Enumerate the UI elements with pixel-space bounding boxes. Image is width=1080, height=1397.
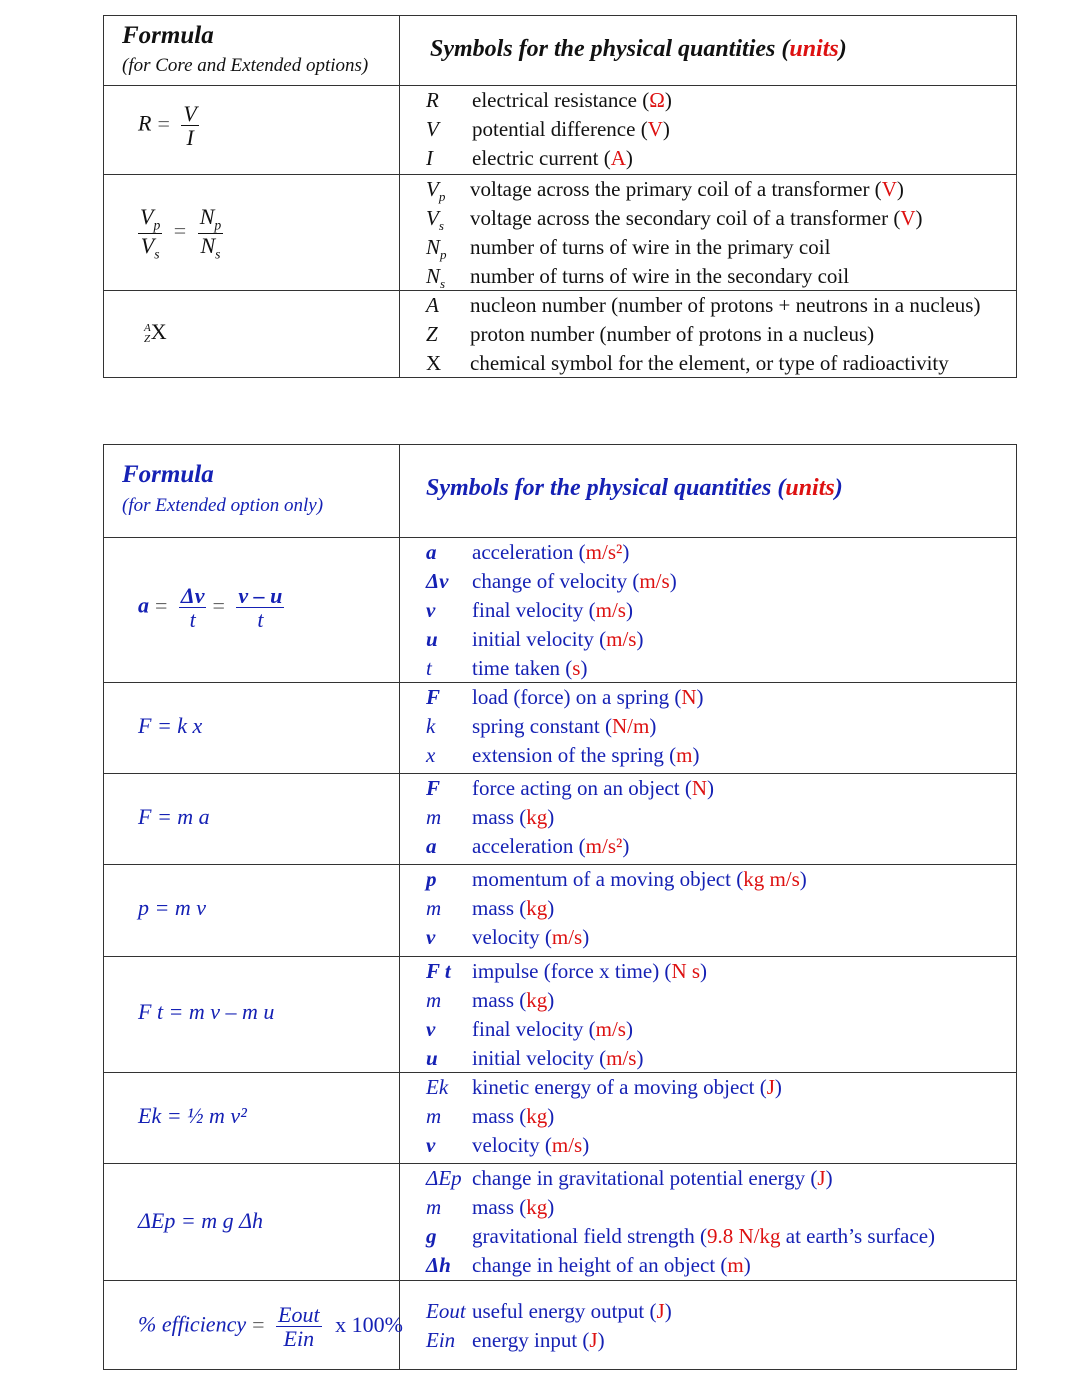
formula-cell — [104, 1164, 400, 1280]
list-item: u initial velocity (m/s) — [426, 1046, 644, 1070]
symbols-header-cell — [400, 445, 1016, 537]
symbols-cell — [400, 1281, 1016, 1369]
list-item: a acceleration (m/s²) — [426, 540, 630, 564]
list-item: Ek kinetic energy of a moving object (J) — [426, 1075, 782, 1099]
formula-cell — [104, 1073, 400, 1163]
list-item: V potential difference (V) — [426, 117, 670, 141]
symbols-cell — [400, 683, 1016, 773]
list-item: R electrical resistance (Ω) — [426, 88, 672, 112]
list-item: v velocity (m/s) — [426, 925, 590, 949]
list-item: Ein energy input (J) — [426, 1328, 605, 1352]
list-item: F force acting on an object (N) — [426, 776, 714, 800]
formula-header-cell — [104, 445, 400, 537]
formula-cell — [104, 774, 400, 864]
list-item: v final velocity (m/s) — [426, 598, 633, 622]
list-item: $V_s$ voltage across the secondary coil of a transformer (V) — [426, 206, 923, 234]
list-item: m mass (kg) — [426, 896, 555, 920]
table-row — [104, 1163, 1016, 1280]
table-row — [104, 85, 1016, 174]
table-row — [104, 1072, 1016, 1163]
list-item: A nucleon number (number of protons + neutrons in a nucleus) — [426, 293, 981, 317]
formula-newtons-second-law: F = m a — [138, 804, 210, 829]
core-formula-table — [103, 15, 1017, 378]
table-row — [104, 1280, 1016, 1369]
list-item: m mass (kg) — [426, 805, 555, 829]
table-row — [104, 864, 1016, 956]
list-item: $V_p$ voltage across the primary coil of a transformer (V) — [426, 177, 904, 205]
list-item: Δh change in height of an object (m) — [426, 1253, 751, 1277]
symbols-cell — [400, 957, 1016, 1072]
formula-cell — [104, 538, 400, 682]
list-item: v velocity (m/s) — [426, 1133, 590, 1157]
list-item: ΔEp change in gravitational potential energy (J) — [426, 1166, 833, 1190]
table-row — [104, 290, 1016, 377]
list-item: m mass (kg) — [426, 988, 555, 1012]
formula-cell — [104, 175, 400, 290]
symbols-cell — [400, 865, 1016, 956]
formula-cell — [104, 683, 400, 773]
list-item: m mass (kg) — [426, 1104, 555, 1128]
list-item: Z proton number (number of protons in a nucleus) — [426, 322, 875, 346]
symbols-cell — [400, 538, 1016, 682]
symbols-header-cell — [400, 16, 1016, 85]
list-item: m mass (kg) — [426, 1195, 555, 1219]
table-header-row — [104, 16, 1016, 85]
formula-cell — [104, 86, 400, 174]
symbols-cell — [400, 1164, 1016, 1280]
list-item: x extension of the spring (m) — [426, 743, 700, 767]
formula-cell — [104, 865, 400, 956]
table-header-row — [104, 445, 1016, 537]
formula-impulse: F t = m v – m u — [138, 999, 275, 1024]
formula-hookes-law: F = k x — [138, 713, 203, 738]
list-item: F t impulse (force x time) (N s) — [426, 959, 708, 983]
list-item: a acceleration (m/s²) — [426, 834, 630, 858]
list-item: g gravitational field strength (9.8 N/kg at earth’s surface) — [426, 1224, 936, 1248]
symbols-header-title: Symbols for the physical quantities (units) — [430, 36, 847, 62]
formula-transformer: $\frac{V_p}{V_s}$ = $\frac{N_p}{N_s}$ — [140, 204, 222, 262]
list-item: t time taken (s) — [426, 656, 588, 680]
list-item: I electric current (A) — [426, 146, 633, 170]
formula-resistance: R = $\frac{V}{I}$ — [138, 101, 197, 151]
formula-header-subtitle: (for Extended option only) — [122, 495, 324, 516]
list-item: Eout useful energy output (J) — [426, 1299, 672, 1323]
symbols-header-title: Symbols for the physical quantities (units) — [426, 475, 843, 501]
formula-cell — [104, 1281, 403, 1369]
symbols-cell — [400, 1073, 1016, 1163]
list-item: F load (force) on a spring (N) — [426, 685, 704, 709]
list-item: Δv change of velocity (m/s) — [426, 569, 677, 593]
symbols-cell — [400, 86, 1016, 174]
table-row — [104, 956, 1016, 1072]
table-row — [104, 537, 1016, 682]
table-row — [104, 682, 1016, 773]
list-item: $N_s$ number of turns of wire in the secondary coil — [426, 264, 850, 292]
symbols-cell — [400, 175, 1016, 290]
list-item: p momentum of a moving object (kg m/s) — [426, 867, 807, 891]
formula-momentum: p = m v — [138, 895, 206, 920]
table-row — [104, 773, 1016, 864]
formula-acceleration: a = $\frac{\Delta v}{t}$ = $\frac{v - u}{t}$ — [138, 583, 283, 633]
formula-nuclide-notation: A Z X — [144, 319, 167, 345]
formula-header-cell — [104, 16, 400, 85]
formula-cell — [104, 291, 400, 377]
formula-header-subtitle: (for Core and Extended options) — [122, 55, 369, 76]
list-item: v final velocity (m/s) — [426, 1017, 633, 1041]
formula-kinetic-energy: Ek = ½ m v² — [138, 1103, 247, 1128]
formula-cell — [104, 957, 400, 1072]
list-item: u initial velocity (m/s) — [426, 627, 644, 651]
formula-header-title: Formula — [122, 461, 214, 488]
list-item: k spring constant (N/m) — [426, 714, 657, 738]
list-item: X chemical symbol for the element, or type of radioactivity — [426, 351, 949, 375]
symbols-cell — [400, 291, 1016, 377]
formula-efficiency: % efficiency = $\frac{\text{Eout}}{\text{Ein}}$ x 100% — [138, 1302, 403, 1352]
table-row — [104, 174, 1016, 290]
formula-gravitational-potential-energy: ΔEp = m g Δh — [138, 1208, 263, 1233]
symbols-cell — [400, 774, 1016, 864]
formula-header-title: Formula — [122, 22, 214, 49]
list-item: $N_p$ number of turns of wire in the primary coil — [426, 235, 831, 263]
extended-formula-table — [103, 444, 1017, 1370]
